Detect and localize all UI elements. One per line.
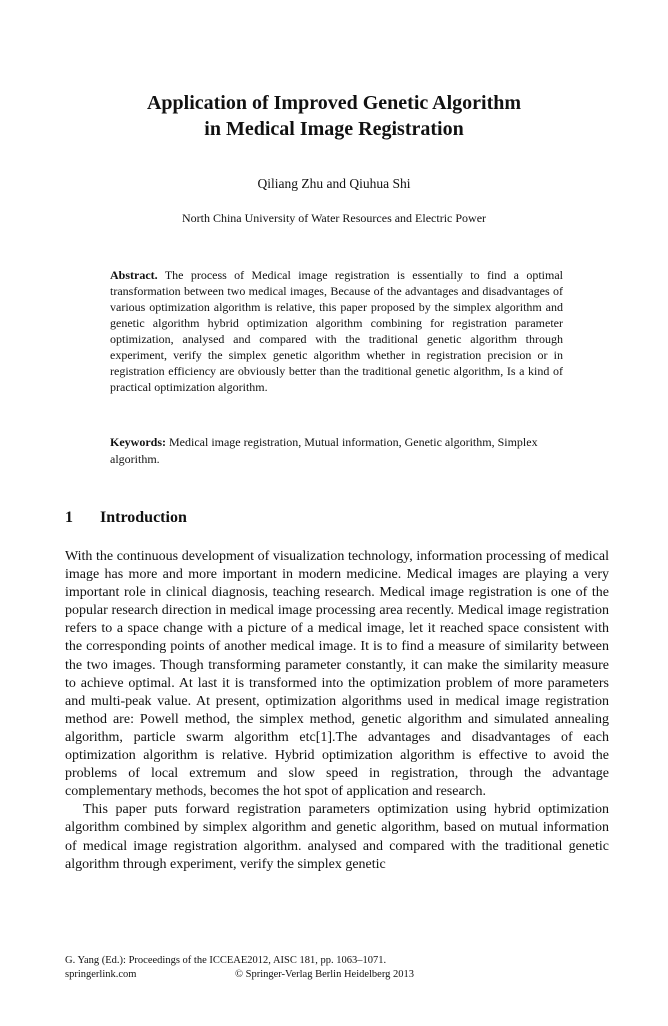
section-number: 1 [65,509,73,526]
abstract-text: The process of Medical image registration is essentially to find a optimal transformation between two medical images, Because of the advantages and disadvantages of various optimization algorithm is relative, this paper proposed by the simplex algorithm and genetic algorithm hybrid optimization algorithm combining for registration parameter optimization, analysed and compared with the traditional genetic algorithm through experiment, verify the simplex genetic algorithm whether in registration precision or in registration efficiency are obviously better than the traditional genetic algorithm, Is a kind of practical optimization algorithm. [110,268,563,394]
affiliation: North China University of Water Resources and Electric Power [181,211,487,225]
footer [65,954,609,982]
keywords-label: Keywords: [110,435,166,449]
section-heading [65,509,187,527]
section-body [65,548,609,874]
paragraph-1: With the continuous development of visualization technology, information processing of medical image has more and more important in modern medicine. Medical images are playing a very important role in clinical diagnosis, teaching research. Medical image registration is one of the popular research direction in medical image processing area recently. Medical image registration refers to a space change with a picture of a medical image, let it reached space consistent with the corresponding points of another medical image. It is to find a measure of similarity between the two images. Though transforming parameter constantly, it can make the similarity measure to achieve optimal. At last it is transformed into the optimization problem of more parameters and multi-peak value. At present, optimization algorithms used in medical image registration method are: Powell method, the simplex method, genetic algorithm and simulated annealing algorithm, particle swarm algorithm etc[1].The advantages and disadvantages of each optimization algorithm is relative. Hybrid optimization algorithm is effective to avoid the problems of local extremum and slow speed in registration, through the advantage complementary methods, becomes the hot spot of application and research. [65,549,609,800]
authors: Qiliang Zhu and Qiuhua Shi [257,176,411,191]
footer-site: springerlink.com [65,969,137,980]
title-line-1: Application of Improved Genetic Algorithm [146,92,522,114]
title-line-2: in Medical Image Registration [204,118,464,140]
paragraph-2: This paper puts forward registration parameters optimization using hybrid optimization algorithm combined by simplex algorithm and genetic algorithm, based on mutual information of medical image registration algorithm. analysed and compared with the traditional genetic algorithm through experiment, verify the simplex genetic [65,802,609,872]
footer-citation: G. Yang (Ed.): Proceedings of the ICCEAE2012, AISC 181, pp. 1063–1071. [65,955,387,966]
footer-copyright: © Springer-Verlag Berlin Heidelberg 2013 [235,969,415,980]
paper-title [60,90,608,142]
abstract [110,267,563,395]
keywords-text: Medical image registration, Mutual information, Genetic algorithm, Simplex algorithm. [110,435,538,466]
section-title: Introduction [100,509,187,526]
keywords [110,434,563,468]
abstract-label: Abstract. [110,268,158,282]
